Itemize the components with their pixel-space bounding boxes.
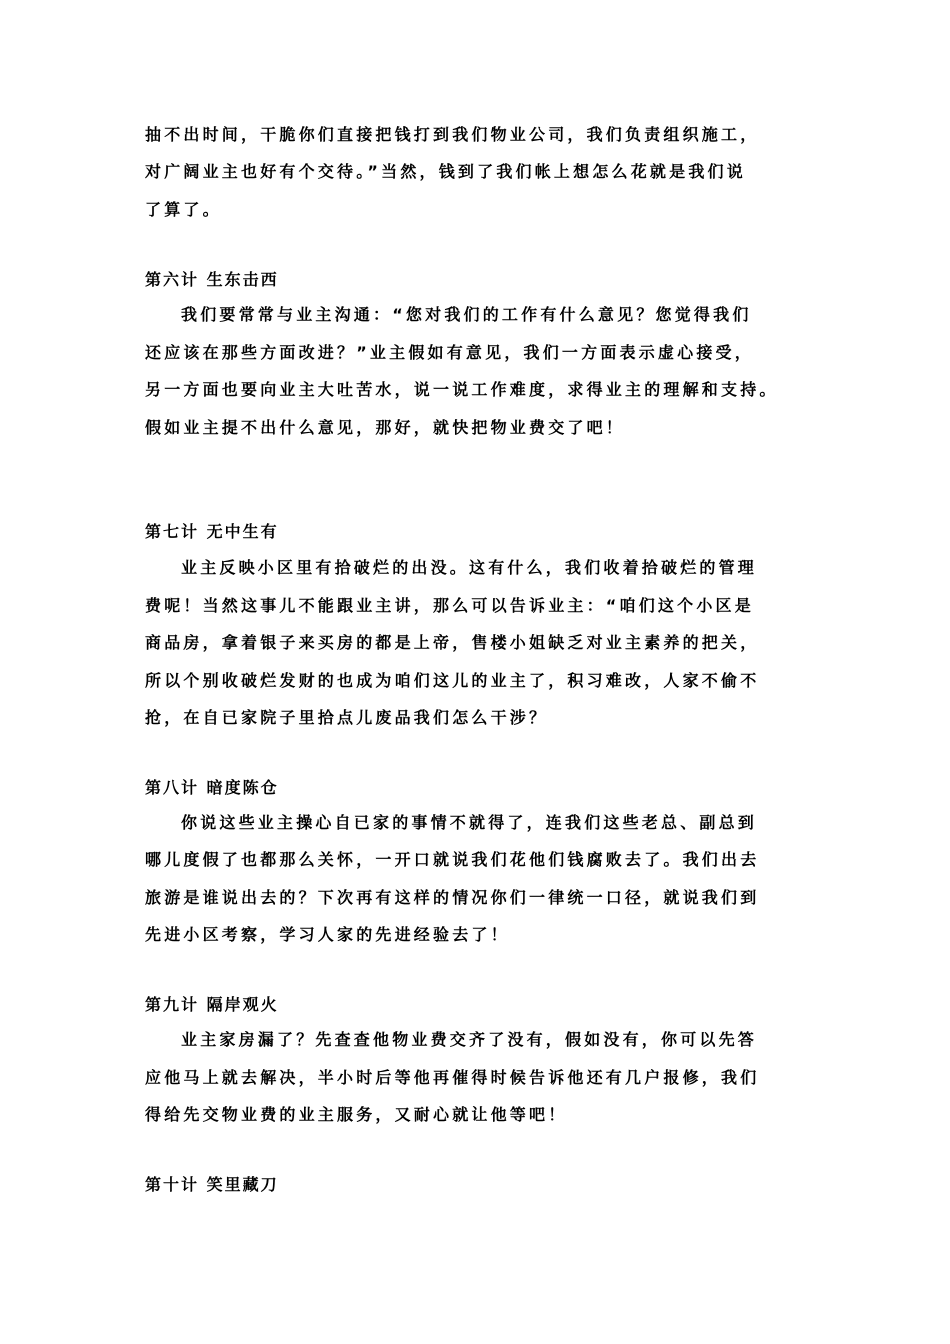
section-6-line-4: 假如业主提不出什么意见，那好，就快把物业费交了吧！ [145, 418, 626, 437]
section-6-heading: 第六计 生东击西 [145, 270, 279, 289]
section-9-line-1: 业主家房漏了？先查查他物业费交齐了没有，假如没有，你可以先答 [181, 1030, 758, 1049]
section-8-heading: 第八计 暗度陈仓 [145, 778, 279, 797]
section-8-line-1: 你说这些业主操心自已家的事情不就得了，连我们这些老总、副总到 [181, 813, 758, 832]
section-7-heading: 第七计 无中生有 [145, 522, 279, 541]
intro-line-3: 了算了。 [145, 200, 222, 219]
section-7-line-5: 抢，在自已家院子里拾点儿废品我们怎么干涉？ [145, 708, 549, 727]
section-7-line-3: 商品房，拿着银子来买房的都是上帝，售楼小姐缺乏对业主素养的把关， [145, 633, 760, 652]
section-9-line-3: 得给先交物业费的业主服务，又耐心就让他等吧！ [145, 1105, 568, 1124]
section-8-line-3: 旅游是谁说出去的？下次再有这样的情况你们一律统一口径，就说我们到 [145, 888, 760, 907]
section-7-line-4: 所以个别收破烂发财的也成为咱们这儿的业主了，积习难改，人家不偷不 [145, 671, 760, 690]
intro-line-2: 对广阔业主也好有个交待。”当然，钱到了我们帐上想怎么花就是我们说 [145, 162, 746, 181]
section-6-line-1: 我们要常常与业主沟通：“您对我们的工作有什么意见？您觉得我们 [181, 305, 752, 324]
intro-line-1: 抽不出时间，干脆你们直接把钱打到我们物业公司，我们负责组织施工， [145, 125, 760, 144]
section-8-line-4: 先进小区考察，学习人家的先进经验去了！ [145, 925, 510, 944]
section-7-line-1: 业主反映小区里有拾破烂的出没。这有什么，我们收着拾破烂的管理 [181, 558, 758, 577]
section-6-line-2: 还应该在那些方面改进？”业主假如有意见，我们一方面表示虚心接受， [145, 343, 754, 362]
section-6-line-3: 另一方面也要向业主大吐苦水，说一说工作难度，求得业主的理解和支持。 [145, 380, 779, 399]
section-7-line-2: 费呢！当然这事儿不能跟业主讲，那么可以告诉业主：“咱们这个小区是 [145, 596, 754, 615]
section-8-line-2: 哪儿度假了也都那么关怀，一开口就说我们花他们钱腐败去了。我们出去 [145, 850, 760, 869]
section-10-heading: 第十计 笑里藏刀 [145, 1175, 279, 1194]
section-9-heading: 第九计 隔岸观火 [145, 995, 279, 1014]
section-9-line-2: 应他马上就去解决，半小时后等他再催得时候告诉他还有几户报修，我们 [145, 1068, 760, 1087]
